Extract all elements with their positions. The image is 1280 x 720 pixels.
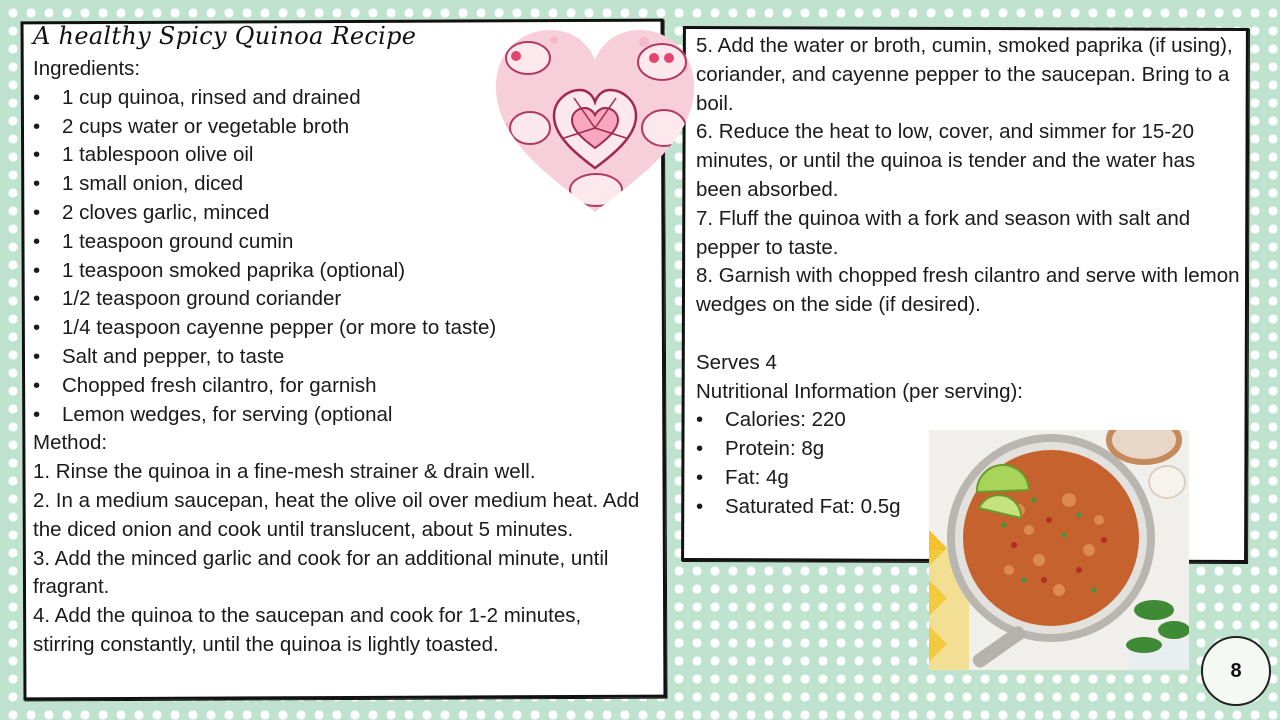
method-step: 6. Reduce the heat to low, cover, and simmer for 15-20 minutes, or until the quinoa is tender and the water has been absorbed. xyxy=(696,120,1196,201)
method-step: 5. Add the water or broth, cumin, smoked paprika (if using), coriander, and cayenne pepper to the saucepan. Bring to a boil. xyxy=(696,34,1233,115)
list-item: • Lemon wedges, for serving (optional xyxy=(33,401,648,430)
ingredients-list xyxy=(33,84,648,430)
list-item: • Salt and pepper, to taste xyxy=(33,343,648,372)
list-item: • 1 cup quinoa, rinsed and drained xyxy=(33,84,648,113)
list-item: • 1 teaspoon ground cumin xyxy=(33,228,648,257)
right-column-text xyxy=(696,32,1241,522)
list-item: • Chopped fresh cilantro, for garnish xyxy=(33,372,648,401)
method-step: 3. Add the minced garlic and cook for an additional minute, until fragrant. xyxy=(33,546,609,599)
method-step: 1. Rinse the quinoa in a fine-mesh strainer & drain well. xyxy=(33,460,536,484)
list-item: • 1 tablespoon olive oil xyxy=(33,141,648,170)
page-number-badge: 8 xyxy=(1201,636,1271,706)
list-item: • Saturated Fat: 0.5g xyxy=(696,493,1241,522)
list-item: • 1/2 teaspoon ground coriander xyxy=(33,285,648,314)
method-step: 4. Add the quinoa to the saucepan and cook for 1-2 minutes, stirring constantly, until the quinoa is lightly toasted. xyxy=(33,604,582,656)
recipe-title: A healthy Spicy Quinoa Recipe xyxy=(33,22,417,50)
list-item: • 2 cloves garlic, minced xyxy=(33,199,648,228)
list-item: • 1 small onion, diced xyxy=(33,170,648,199)
nutrition-heading: Nutritional Information (per serving): xyxy=(696,379,1023,403)
list-item: • Protein: 8g xyxy=(696,435,1241,464)
spacer xyxy=(696,320,1241,349)
list-item: • Fat: 4g xyxy=(696,464,1241,493)
ingredients-heading: Ingredients: xyxy=(33,57,141,80)
method-step: 2. In a medium saucepan, heat the olive oil over medium heat. Add the diced onion and cook until translucent, about 5 minutes. xyxy=(33,488,640,541)
method-step: 8. Garnish with chopped fresh cilantro and serve with lemon wedges on the side (if desired). xyxy=(696,264,1240,317)
method-heading: Method: xyxy=(33,431,108,455)
list-item: • 2 cups water or vegetable broth xyxy=(33,113,648,142)
nutrition-list xyxy=(696,406,1241,521)
left-column-text xyxy=(33,55,648,660)
serves-text: Serves 4 xyxy=(696,350,777,374)
list-item: • 1 teaspoon smoked paprika (optional) xyxy=(33,257,648,286)
list-item: • Calories: 220 xyxy=(696,406,1241,435)
list-item: • 1/4 teaspoon cayenne pepper (or more to taste) xyxy=(33,314,648,343)
method-step: 7. Fluff the quinoa with a fork and season with salt and pepper to taste. xyxy=(696,206,1191,259)
